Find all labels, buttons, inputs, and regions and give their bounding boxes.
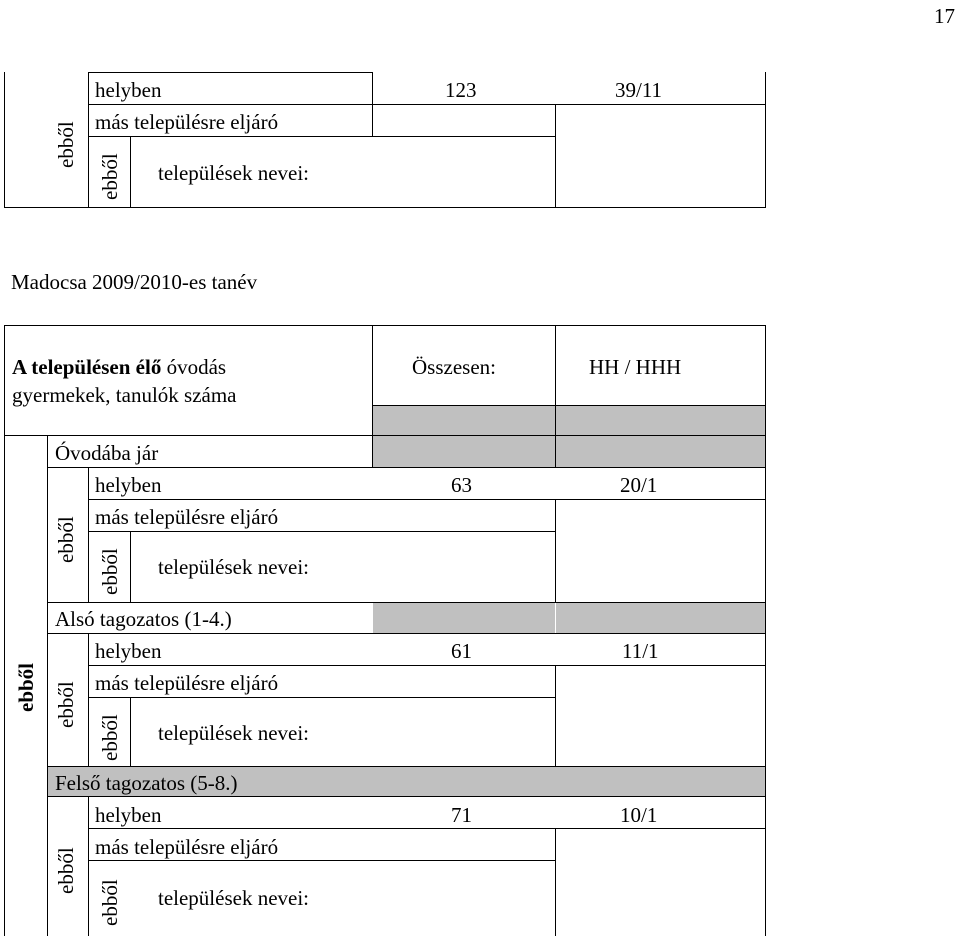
top-ebbol-inner: ebből	[98, 153, 122, 200]
top-nevei-label: települések nevei:	[158, 161, 310, 185]
helyben-label: helyben	[95, 473, 162, 497]
top-helyben-hh: 39/11	[615, 78, 663, 102]
helyben-label: helyben	[95, 803, 162, 827]
header-line1	[12, 355, 226, 379]
helyben-hh: 11/1	[622, 639, 659, 663]
group-title: Alsó tagozatos (1-4.)	[55, 607, 232, 631]
nevei-label: települések nevei:	[158, 886, 310, 910]
outer-ebbol: ebből	[14, 662, 38, 712]
top-ebbol-outer: ebből	[54, 121, 78, 168]
helyben-total: 63	[451, 473, 472, 497]
helyben-hh: 20/1	[620, 473, 658, 497]
ebbol-outer: ebből	[54, 516, 78, 563]
page-number: 17	[934, 4, 955, 28]
mas-label: más településre eljáró	[95, 835, 279, 859]
group-title: Óvodába jár	[55, 441, 159, 465]
helyben-total: 71	[451, 803, 472, 827]
helyben-total: 61	[451, 639, 472, 663]
nevei-label: települések nevei:	[158, 555, 310, 579]
mas-label: más településre eljáró	[95, 671, 279, 695]
section-title: Madocsa 2009/2010-es tanév	[11, 270, 258, 294]
mas-label: más településre eljáró	[95, 505, 279, 529]
group-title: Felső tagozatos (5-8.)	[55, 771, 238, 795]
ebbol-outer: ebből	[54, 847, 78, 894]
header-line2: gyermekek, tanulók száma	[12, 383, 237, 407]
header-line1-bold: A településen élő	[12, 355, 162, 379]
top-helyben-label: helyben	[95, 78, 162, 102]
ebbol-outer: ebből	[54, 681, 78, 728]
header-line1-rest: óvodás	[166, 355, 227, 379]
top-helyben-total: 123	[445, 78, 477, 102]
top-mas-label: más településre eljáró	[95, 110, 279, 134]
helyben-label: helyben	[95, 639, 162, 663]
ebbol-inner: ebből	[98, 879, 122, 926]
ebbol-inner: ebből	[98, 714, 122, 761]
ebbol-inner: ebből	[98, 548, 122, 595]
header-hh: HH / HHH	[589, 355, 682, 379]
helyben-hh: 10/1	[620, 803, 658, 827]
header-total: Összesen:	[412, 355, 496, 379]
nevei-label: települések nevei:	[158, 721, 310, 745]
